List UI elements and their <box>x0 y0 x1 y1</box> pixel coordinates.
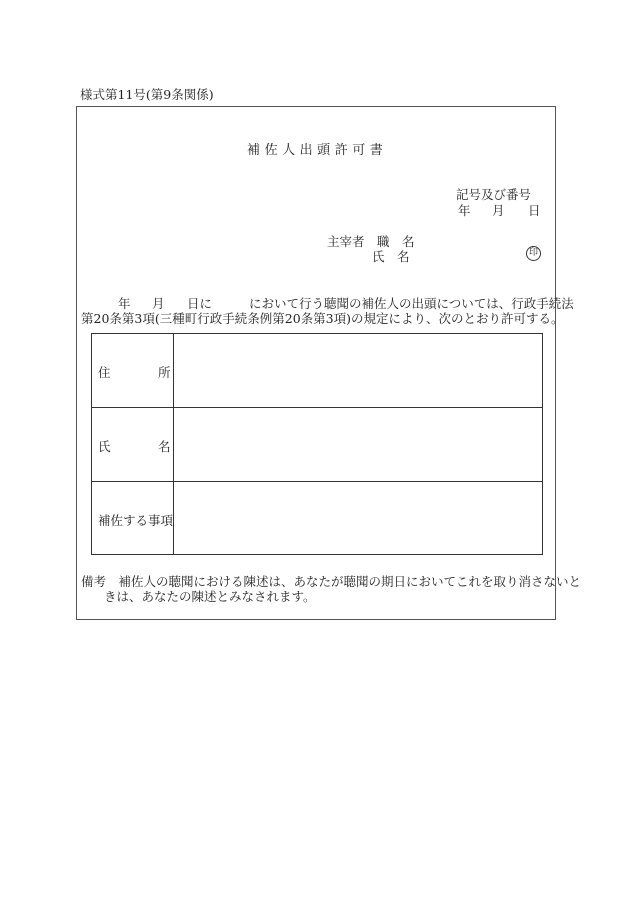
note-line2: きは、あなたの陳述とみなされます。 <box>104 589 316 604</box>
seal-mark: 印 <box>526 246 541 261</box>
table-row-divider <box>92 481 542 482</box>
table-row-divider <box>92 407 542 408</box>
note-line1: 備考 補佐人の聴聞における陳述は、あなたが聴聞の期日においてこれを取り消さないと <box>81 574 582 589</box>
date-day: 日 <box>528 203 541 218</box>
table-label-name-2: 名 <box>158 439 171 454</box>
date-year: 年 <box>458 203 471 218</box>
issuer-title-label: 主宰者 職 名 <box>327 234 415 249</box>
applicant-table <box>91 333 543 555</box>
issuer-name-label: 氏 名 <box>372 249 410 264</box>
date-month: 月 <box>492 203 505 218</box>
body-text-line2: 第20条第3項(三種町行政手続条例第20条第3項)の規定により、次のとおり許可する。 <box>81 311 564 326</box>
document-title: 補 佐 人 出 頭 許 可 書 <box>247 143 383 158</box>
table-column-divider <box>173 334 174 554</box>
table-label-address-1: 住 <box>98 365 111 380</box>
body-day: 日に <box>187 296 213 311</box>
body-month: 月 <box>152 296 165 311</box>
table-label-assist-matter: 補佐する事項 <box>98 513 174 528</box>
form-number-label: 様式第11号(第9条関係) <box>80 87 214 102</box>
table-label-address-2: 所 <box>158 365 171 380</box>
table-label-name-1: 氏 <box>98 439 111 454</box>
body-text-line1: において行う聴聞の補佐人の出頭については、行政手続法 <box>249 296 574 311</box>
document-number-label: 記号及び番号 <box>456 187 532 202</box>
body-year: 年 <box>118 296 131 311</box>
